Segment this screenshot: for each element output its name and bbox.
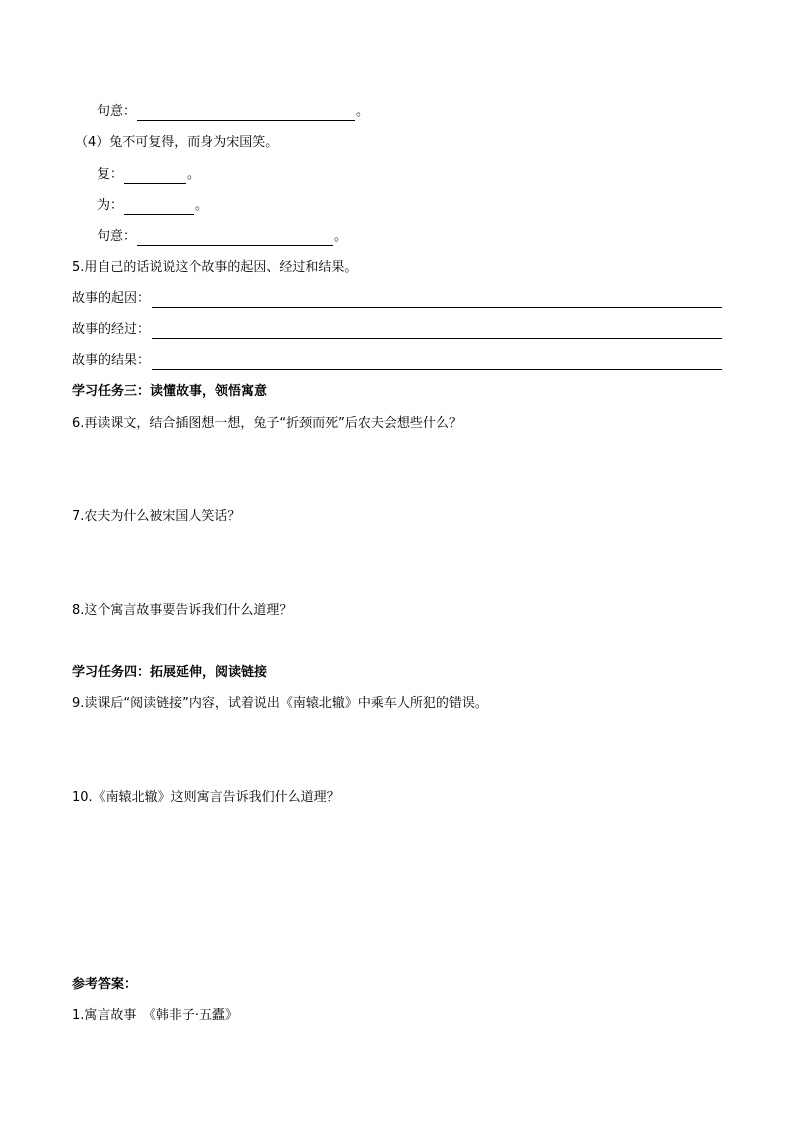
answers-heading: 参考答案： <box>72 977 138 992</box>
answer-blank[interactable] <box>137 107 355 121</box>
task3-heading: 学习任务三：读懂故事，领悟寓意 <box>72 384 268 399</box>
q5-row-process: 故事的经过： <box>72 321 722 339</box>
q4-text: 兔不可复得，而身为宋国笑。 <box>109 135 279 150</box>
juyi-label: 句意： <box>97 104 137 119</box>
fu-label: 复： <box>97 167 124 182</box>
q4-prev-juyi-line: 句意： 。 <box>97 104 370 119</box>
answer-1: 1.寓言故事 《韩非子·五蠹》 <box>72 1008 239 1023</box>
q8: 8.这个寓言故事要告诉我们什么道理？ <box>72 603 293 618</box>
q6: 6.再读课文，结合插图想一想，兔子“折颈而死”后农夫会想些什么？ <box>72 416 462 431</box>
task4-heading: 学习任务四：拓展延伸，阅读链接 <box>72 665 268 680</box>
fu-blank[interactable] <box>124 170 186 184</box>
q5-row-result: 故事的结果： <box>72 352 722 370</box>
juyi-label: 句意： <box>97 229 137 244</box>
q5-title: 5.用自己的话说说这个故事的起因、经过和结果。 <box>72 260 358 275</box>
result-blank[interactable] <box>152 356 722 370</box>
q4-line <box>75 134 278 152</box>
q4-wei-line: 为： 。 <box>97 198 209 213</box>
q4-juyi-line: 句意： 。 <box>97 229 348 244</box>
q4-number: （4） <box>75 135 110 150</box>
wei-blank[interactable] <box>124 201 194 215</box>
q5-row-cause: 故事的起因： <box>72 290 722 308</box>
juyi-blank[interactable] <box>137 232 333 246</box>
process-blank[interactable] <box>152 325 722 339</box>
q9: 9.读课后“阅读链接”内容，试着说出《南辕北辙》中乘车人所犯的错误。 <box>72 696 488 711</box>
cause-blank[interactable] <box>152 294 722 308</box>
q4-fu-line: 复： 。 <box>97 167 201 182</box>
wei-label: 为： <box>97 198 124 213</box>
q7: 7.农夫为什么被宋国人笑话？ <box>72 509 241 524</box>
q10: 10.《南辕北辙》这则寓言告诉我们什么道理？ <box>72 790 340 805</box>
